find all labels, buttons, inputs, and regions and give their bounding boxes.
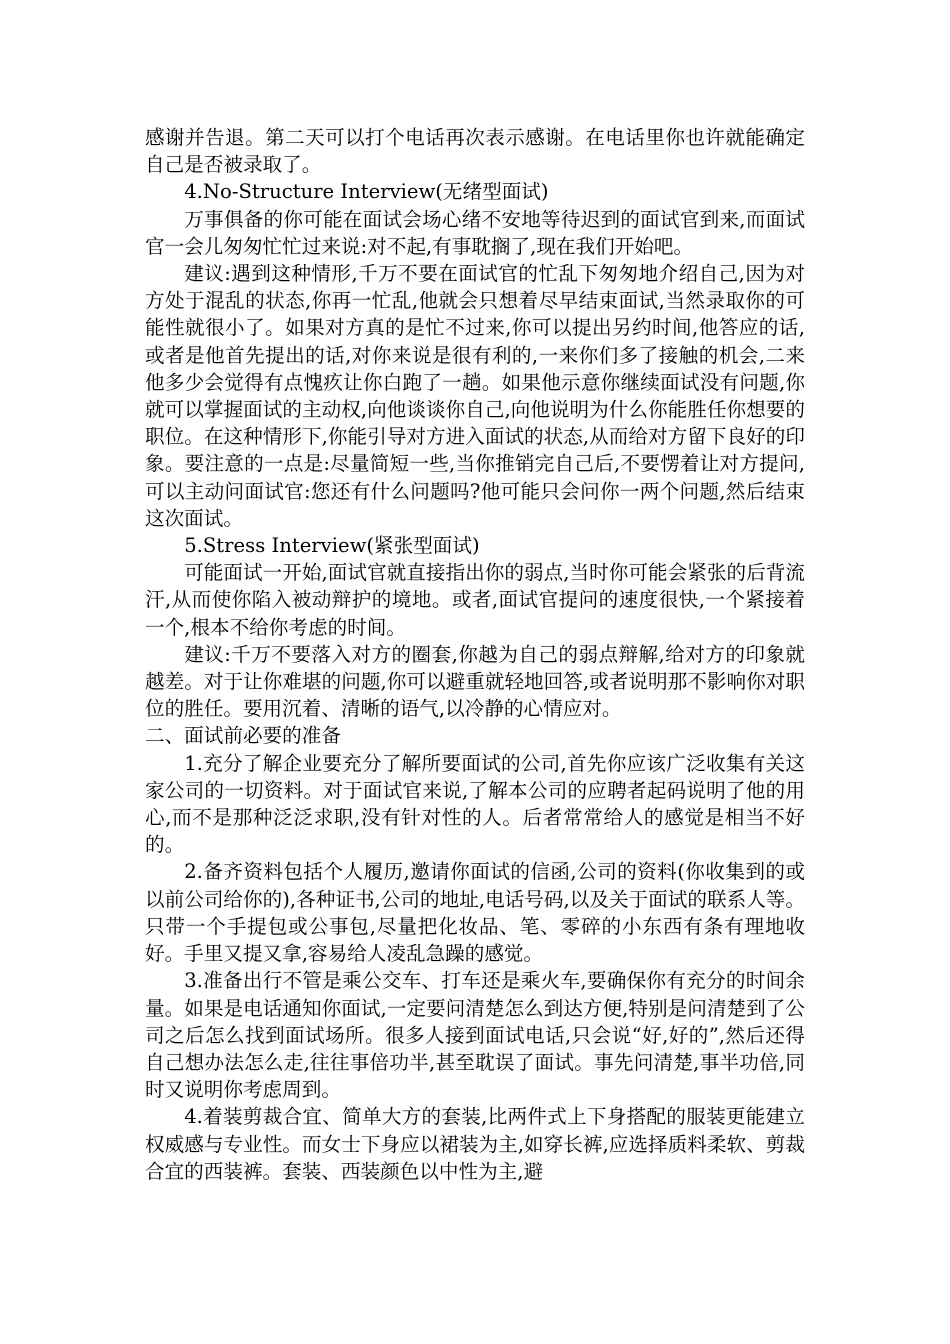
paragraph: 万事俱备的你可能在面试会场心绪不安地等待迟到的面试官到来,而面试官一会儿匆匆忙忙过来说:对不起,有事耽搁了,现在我们开始吧。 — [145, 207, 805, 258]
document-page — [145, 124, 805, 1185]
subheading-stress-interview: 5.Stress Interview(紧张型面试) — [184, 534, 480, 558]
paragraph: 2.备齐资料包括个人履历,邀请你面试的信函,公司的资料(你收集到的或以前公司给你的),各种证书,公司的地址,电话号码,以及关于面试的联系人等。只带一个手提包或公事包,尽量把化妆品、笔、零碎的小东西有条有理地收好。手里又提又拿,容易给人凌乱急躁的感觉。 — [145, 860, 805, 966]
paragraph: 建议:千万不要落入对方的圈套,你越为自己的弱点辩解,给对方的印象就越差。对于让你难堪的问题,你可以避重就轻地回答,或者说明那不影响你对职位的胜任。要用沉着、清晰的语气,以冷静的心情应对。 — [145, 642, 805, 721]
paragraph: 3.准备出行不管是乘公交车、打车还是乘火车,要确保你有充分的时间余量。如果是电话通知你面试,一定要问清楚怎么到达方便,特别是问清楚到了公司之后怎么找到面试场所。很多人接到面试电话,只会说“好,好的”,然后还得自己想办法怎么走,往往事倍功半,甚至耽误了面试。事先问清楚,事半功倍,同时又说明你考虑周到。 — [145, 969, 805, 1102]
subheading-no-structure-interview: 4.No-Structure Interview(无绪型面试) — [184, 180, 549, 204]
section-heading: 二、面试前必要的准备 — [145, 724, 341, 748]
paragraph-continued: 感谢并告退。第二天可以打个电话再次表示感谢。在电话里你也许就能确定自己是否被录取了。 — [145, 126, 805, 177]
paragraph: 1.充分了解企业要充分了解所要面试的公司,首先你应该广泛收集有关这家公司的一切资料。对于面试官来说,了解本公司的应聘者起码说明了他的用心,而不是那种泛泛求职,没有针对性的人。后者常常给人的感觉是相当不好的。 — [145, 751, 805, 857]
paragraph: 建议:遇到这种情形,千万不要在面试官的忙乱下匆匆地介绍自己,因为对方处于混乱的状态,你再一忙乱,他就会只想着尽早结束面试,当然录取你的可能性就很小了。如果对方真的是忙不过来,你可以提出另约时间,他答应的话,或者是他首先提出的话,对你来说是很有利的,一来你们多了接触的机会,二来他多少会觉得有点愧疚让你白跑了一趟。如果他示意你继续面试没有问题,你就可以掌握面试的主动权,向他谈谈你自己,向他说明为什么你能胜任你想要的职位。在这种情形下,你能引导对方进入面试的状态,从而给对方留下良好的印象。要注意的一点是:尽量简短一些,当你推销完自己后,不要愣着让对方提问,可以主动问面试官:您还有什么问题吗?他可能只会问你一两个问题,然后结束这次面试。 — [145, 262, 805, 530]
paragraph: 4.着装剪裁合宜、简单大方的套装,比两件式上下身搭配的服装更能建立权威感与专业性。而女士下身应以裙装为主,如穿长裤,应选择质料柔软、剪裁合宜的西装裤。套装、西装颜色以中性为主,避 — [145, 1105, 805, 1183]
paragraph: 可能面试一开始,面试官就直接指出你的弱点,当时你可能会紧张的后背流汗,从而使你陷入被动辩护的境地。或者,面试官提问的速度很快,一个紧接着一个,根本不给你考虑的时间。 — [145, 561, 805, 639]
